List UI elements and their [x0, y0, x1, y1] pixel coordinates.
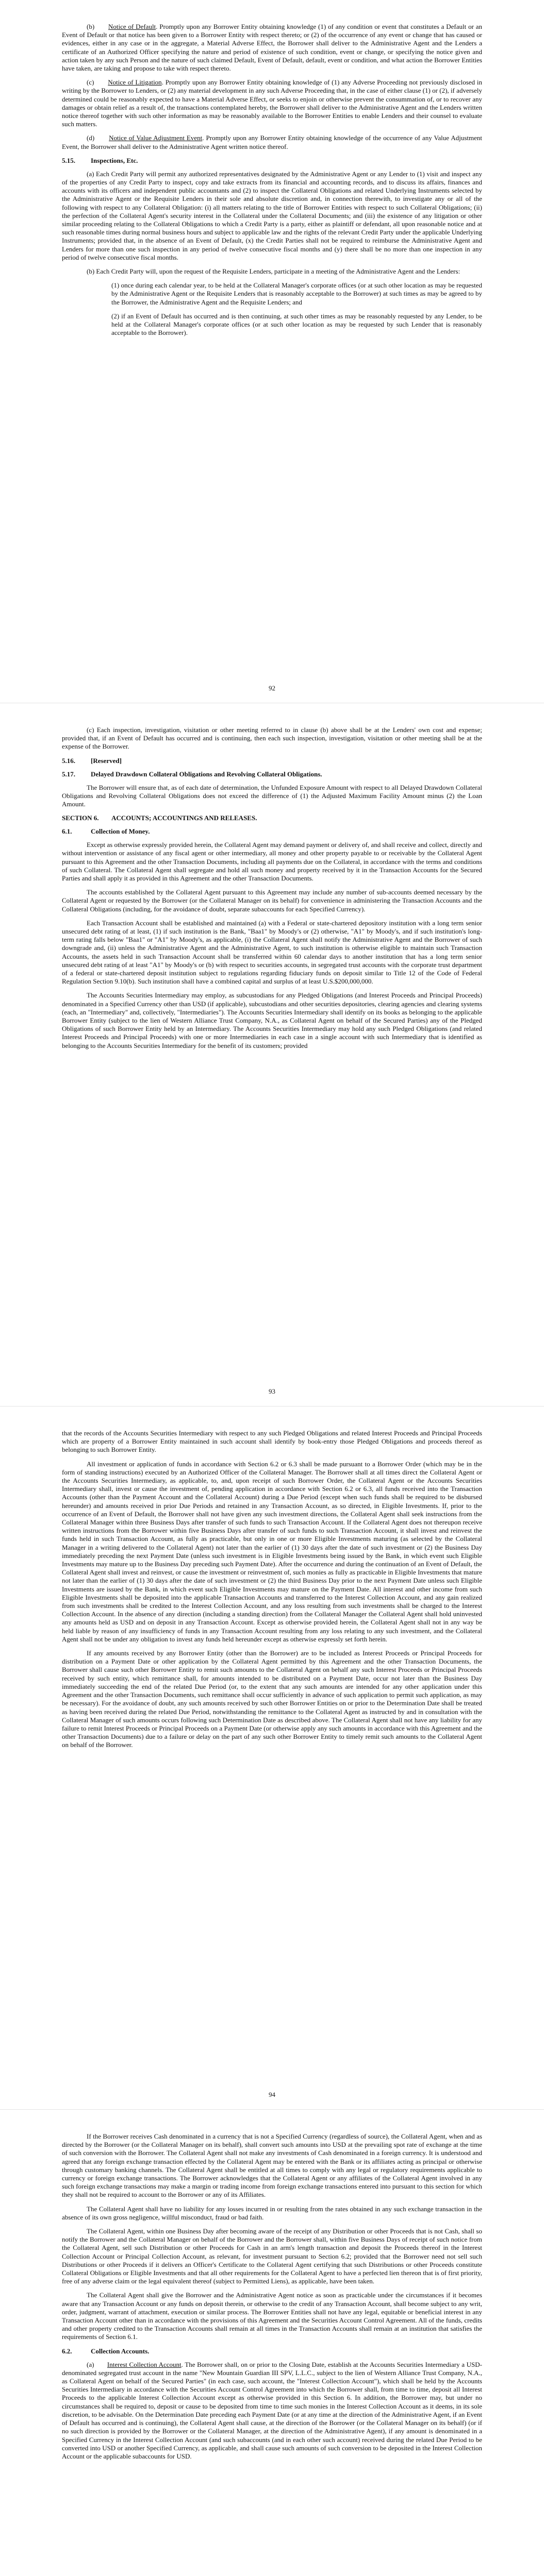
section-title: Delayed Drawdown Collateral Obligations and Revolving Collateral Obligations. [91, 770, 322, 778]
section-title: [Reserved] [91, 756, 122, 765]
investment-of-funds-paragraph: All investment or application of funds in accordance with Section 6.2 or 6.3 shall be made pursuant to a Borrower Order (which may be in the form of standing instructions) executed by an Authorized Officer of the Collateral Manager. The Borrower shall at all times direct the Collateral Agent or the Accounts Securities Intermediary, as applicable, to, and, upon receipt of such Borrower Order, the Collateral Agent or the Accounts Securities Intermediary shall, invest or cause the investment of, pending application in accordance with Section 6.2 or 6.3, all funds received into the Transaction Accounts (other than the Payment Account and the Collateral Account) during a Due Period (except when such funds shall be required to be disbursed hereunder) and amounts received in prior Due Periods and retained in any Transaction Account, as so directed, in Eligible Investments. If, prior to the occurrence of an Event of Default, the Borrower shall not have given any such investment directions, the Collateral Agent shall seek instructions from the Collateral Manager within three Business Days after transfer of such funds to such Transaction Account. If the Collateral Agent does not thereupon receive written instructions from the Borrower within five Business Days after transfer of such funds to such Transaction Account, it shall invest and reinvest the funds held in such Transaction Account, as fully as practicable, but only in one or more Eligible Investments maturing (as selected by the Collateral Manager in a writing delivered to the Collateral Agent) not later than the earlier of (1) 30 days after the date of such investment or (2) the Business Day immediately preceding the next Payment Date (unless such investment is in Eligible Investments being issued by the Bank, in which event such Eligible Investments may mature up to the Business Day preceding such Payment Date). After the occurrence and during the continuation of an Event of Default, the Collateral Agent shall invest and reinvest, or cause the investment or reinvestment of, such monies as fully as practicable in Eligible Investments that mature not later than the earlier of (1) 30 days after the date of such investment or (2) the third Business Day prior to the next Payment Date unless such Eligible Investments are issued by the Bank, in which event such Eligible Investments may mature on the Payment Date. All interest and other income from such Eligible Investments shall be deposited into the applicable Transaction Accounts and transferred to the Interest Collection Account, and any gain realized from such investments shall be credited to the Interest Collection Account, and any loss resulting from such investments shall be charged to the Interest Collection Account. In the absence of any direction (including a standing direction) from the Collateral Manager the Collateral Agent shall hold uninvested any amounts held as USD and on deposit in any Transaction Account. Except as otherwise provided herein, the Collateral Agent shall not in any way be held liable by reason of any insufficiency of funds in any Transaction Account resulting from any loss relating to any such investment, and the Collateral Agent shall not be under any obligation to invest any funds held hereunder except as otherwise expressly set forth herein. [62, 1460, 482, 1643]
section-title: ACCOUNTS; ACCOUNTINGS AND RELEASES. [111, 814, 257, 822]
section-number: 6.1. [62, 827, 72, 836]
notice-of-value-adjustment-paragraph [62, 134, 482, 150]
notice-of-default-paragraph [62, 23, 482, 73]
interest-collection-account-paragraph [62, 2361, 482, 2461]
document-page-92 [0, 0, 544, 703]
section-number: 5.17. [62, 770, 75, 778]
inspections-paragraph-b: (b) Each Credit Party will, upon the request of the Requisite Lenders, participate in a meeting of the Administrative Agent and the Lenders: [87, 267, 460, 276]
clause-label: (d) [87, 134, 95, 142]
clause-heading: Notice of Litigation [108, 78, 162, 87]
clause-body: . The Borrower shall, on or prior to the Closing Date, establish at the Accounts Securities Intermediary a USD-denominated segregated trust account in the name "New Mountain Guardian III SPV, L.L.C., subject to the lien of Western Alliance Trust Company, N.A., as Collateral Agent on behalf of the Secured Parties" (in each case, such account, the "Interest Collection Account"), which shall be held by the Accounts Securities Intermediary in accordance with the Securities Account Control Agreement into which the Borrower shall, from time to time, deposit all Interest Proceeds to the applicable Interest Collection Account except as otherwise provided in this Section 6. In addition, the Borrower may, but under no circumstances shall be required to, deposit or cause to be deposited from time to time such monies in the Interest Collection Account as it deems, in its sole discretion, to be advisable. On the Determination Date preceding each Payment Date (or at any time at the direction of the Administrative Agent, if an Event of Default has occurred and is continuing), the Collateral Agent shall cause, at the direction of the Borrower (or the Collateral Manager on its behalf) (or if no such direction is provided by the Borrower or the Collateral Manager, at the direction of the Administrative Agent), if any amount is denominated in a Specified Currency in the Interest Collection Account (and such subaccounts (and in each other such account) received during the related Due Period to be converted into USD or another Specified Currency, as applicable, and shall cause such amounts of such conversion to be deposited in the Interest Collection Account or the applicable subaccounts for USD. [62, 2360, 483, 2460]
section-heading-6-2 [62, 2347, 482, 2355]
clause-label: (b) [87, 23, 95, 30]
section-heading-5-16 [62, 757, 482, 765]
collection-of-money-paragraph-4: The Accounts Securities Intermediary may employ, as subcustodians for any Pledged Obligations (and Interest Proceeds and Principal Proceeds) denominated in a Specified Currency other than USD (if applicable), subcustodians and other securities depositories, clearing agencies and clearing systems (each, an "Intermediary" and, collectively, "Intermediaries"). The Accounts Securities Intermediary shall identify on its books as belonging to the applicable Borrower Entity (subject to the lien of Western Alliance Trust Company, N.A., as Collateral Agent on behalf of the Secured Parties) any of the Pledged Obligations of such Borrower Entity held by an Intermediary. The Accounts Securities Intermediary may hold any such Pledged Obligations (and related Interest Proceeds and Principal Proceeds) with one or more Intermediaries in each case in a single account with such Intermediary that is identified as belonging to the Accounts Securities Intermediary for the benefit of its customers; provided [62, 991, 482, 1049]
clause-heading: Notice of Value Adjustment Event [109, 134, 203, 142]
clause-label: (c) [87, 78, 94, 87]
section-title: Inspections, Etc. [91, 156, 138, 164]
delayed-drawdown-paragraph: The Borrower will ensure that, as of each date of determination, the Unfunded Exposure Amount with respect to all Delayed Drawdown Collateral Obligations and Revolving Collateral Obligations does not exceed the difference of (1) the Adjusted Maximum Facility Amount minus (2) the Loan Amount. [62, 783, 482, 808]
section-number: 5.16. [62, 756, 75, 765]
exchange-liability-paragraph: The Collateral Agent shall have no liability for any losses incurred in or resulting from the rates obtained in any such exchange transaction in the absence of its own gross negligence, willful misconduct, fraud or bad faith. [62, 2205, 482, 2221]
clause-body: . Promptly upon any Borrower Entity obtaining knowledge (1) of any condition or event that constitutes a Default or an Event of Default or that notice has been given to a Borrower Entity with respect thereto; or (2) of the occurrence of any event or change that has caused or evidences, either in any case or in the aggregate, a Material Adverse Effect, the Borrower shall deliver to the Administrative Agent and the Lenders a certificate of an Authorized Officer specifying the nature and period of existence of such condition, event or change, or specifying the notice given and action taken by any such Person and the nature of such claimed Default, Event of Default, default, event or condition, and what action the Borrower Entities have taken, are taking and propose to take with respect thereto. [62, 23, 483, 73]
page-number: 94 [269, 2091, 275, 2098]
section-number: SECTION 6. [62, 814, 99, 822]
collection-of-money-paragraph-3: Each Transaction Account shall be established and maintained (a) with a Federal or state-chartered depository institution with a long term senior unsecured debt rating of at least, (1) if such institution is the Bank, "Baa1" by Moody's or (2) otherwise, "A1" by Moody's, and if such institution's long-term rating falls below "Baa1" or "A1" by Moody's, as applicable, (i) the Collateral Agent shall notify the Administrative Agent and the Borrower of such downgrade and, (ii) unless the Administrative Agent and the Administrative Agent, to such institution is otherwise eligible to maintain such Transaction Accounts, the assets held in such Transaction Account shall be transferred within 60 calendar days to another institution that has a long term senior unsecured debt rating of at least "A1" by Moody's or (b) with respect to securities accounts, in segregated trust accounts with the corporate trust department of a federal or state-chartered deposit institution subject to regulations regarding fiduciary funds on deposit similar to Title 12 of the Code of Federal Regulation Section 9.10(b). Such institution shall have a combined capital and surplus of at least U.S.$200,000,000. [62, 919, 482, 986]
section-heading-5-17 [62, 770, 482, 778]
non-cash-proceeds-paragraph: The Collateral Agent, within one Business Day after becoming aware of the receipt of any Distribution or other Proceeds that is not Cash, shall so notify the Borrower and the Collateral Manager on behalf of the Borrower and the Borrower shall, within five Business Days of receipt of such notice from the Collateral Agent, sell such Distribution or other Proceeds for Cash in an arm's length transaction and deposit the Proceeds thereof in the Interest Collection Account or Principal Collection Account, as relevant, for investment pursuant to Section 6.2; provided that the Borrower need not sell such Distributions or other Proceeds if it delivers an Officer's Certificate to the Collateral Agent certifying that such Distributions or other Proceeds constitute Collateral Obligations or Eligible Investments and that all other requirements for the Collateral Agent to have a perfected lien thereon that is of first priority, free of any adverse claim or the legal equivalent thereof (subject to Permitted Liens), as applicable, have been taken. [62, 2227, 482, 2285]
intermediary-records-paragraph: that the records of the Accounts Securities Intermediary with respect to any such Pledged Obligations and related Interest Proceeds and Principal Proceeds which are property of a Borrower Entity maintained in such account shall identify by book-entry those Pledged Obligations and proceeds thereof as belonging to such Borrower Entity. [62, 1429, 482, 1454]
section-title: Collection Accounts. [91, 2347, 150, 2355]
page-number: 93 [269, 1387, 275, 1395]
notice-of-litigation-paragraph [62, 78, 482, 128]
section-number: 5.15. [62, 156, 75, 164]
document-page-93 [0, 703, 544, 1406]
document-page-94 [0, 1406, 544, 2110]
inspections-paragraph-a: (a) Each Credit Party will permit any authorized representatives designated by the Administrative Agent or any Lender to (1) visit and inspect any of the properties of any Credit Party to inspect, copy and take extracts from its financial and accounting records, and to discuss its affairs, finances and accounts with its officers and independent public accountants and (2) to inspect the Collateral Obligations and related Underlying Instruments selected by the Administrative Agent or the Requisite Lenders in their sole and absolute discretion and, in connection therewith, to investigate any or all of the following with respect to any Collateral Obligation: (i) all matters relating to the title of Borrower Entities with respect to such Collateral Obligations; (ii) the perfection of the Collateral Agent's security interest in the Collateral under the Collateral Documents; and (iii) the existence of any litigation or other similar proceeding relating to the Collateral Obligations to which a Credit Party is a party, either as plaintiff or defendant, all upon reasonable notice and at such reasonable times during normal business hours and subject to applicable law and the rights of the relevant Credit Party under the applicable Underlying Instruments; provided that, in the absence of an Event of Default, (x) the Credit Parties shall not be required to reimburse the Administrative Agent and Lenders for more than one such inspection in any period of twelve consecutive fiscal months and (y) there shall be no more than one inspection in any period of twelve consecutive fiscal months. [62, 170, 482, 261]
section-heading-6-1 [62, 827, 482, 836]
clause-heading: Interest Collection Account [107, 2360, 182, 2368]
remittance-paragraph: If any amounts received by any Borrower Entity (other than the Borrower) are to be included as Interest Proceeds or Principal Proceeds for distribution on a Payment Date or other application by the Collateral Agent permitted by this Agreement and the other Transaction Documents, the Borrower shall cause such other Borrower Entity to remit such amounts to the Collateral Agent on behalf any such Interest Proceeds or Principal Proceeds received by such entity, which remittance shall, for amounts intended to be distributed on a Payment Date, occur not later than the Business Day immediately succeeding the end of the related Due Period (or, to the extent that any such amounts are intended for any other application under this Agreement and the other Transaction Documents, such remittance shall occur sufficiently in advance of such application to permit such application, as may be necessary). For the avoidance of doubt, any such amounts received by such other Borrower Entities on or prior to the Determination Date shall be treated as having been received during the related Due Period, notwithstanding the remittance to the Collateral Agent as instructed by and in consultation with the Collateral Manager of such amounts occurs following such Determination Date as described above. The Collateral Agent shall not have any liability for any failure to remit Interest Proceeds or Principal Proceeds on a Payment Date (or otherwise apply any such amounts in accordance with this Agreement and the other Transaction Documents) due to a failure or delay on the part of any such other Borrower Entity to timely remit such amounts to the Collateral Agent on behalf of the Borrower. [62, 1649, 482, 1749]
inspections-item-2: (2) if an Event of Default has occurred and is then continuing, at such other times as may be reasonably requested by any Lender, to be held at the Collateral Manager's corporate offices (or at such other location as may be requested by such Lender that is reasonably acceptable to the Borrower). [111, 312, 482, 337]
currency-conversion-paragraph: If the Borrower receives Cash denominated in a currency that is not a Specified Currency (regardless of source), the Collateral Agent, when and as directed by the Borrower (or the Collateral Manager on its behalf), shall convert such amounts into USD at the prevailing spot rate of exchange at the time of such conversion with the Borrower. The Collateral Agent shall not make any investments of Cash denominated in a foreign currency. It is understood and agreed that any foreign exchange transaction effected by the Collateral Agent may be entered with the Bank or its affiliates acting as principal or otherwise through customary banking channels. The Collateral Agent shall be entitled at all times to comply with any legal or regulatory requirements applicable to currency or foreign exchange transactions. The Borrower acknowledges that the Collateral Agent or any affiliates of the Collateral Agent involved in any such foreign exchange transactions may make a margin or trading income from foreign exchange transactions entered into pursuant to this section for which they shall not be required to account to the Borrower or any of its Affiliates. [62, 2132, 482, 2199]
section-heading-6 [62, 814, 482, 822]
section-number: 6.2. [62, 2347, 72, 2355]
section-heading-5-15 [62, 157, 482, 165]
clause-label: (a) [87, 2360, 94, 2368]
document-page-95 [0, 2110, 544, 2576]
account-notice-paragraph: The Collateral Agent shall give the Borrower and the Administrative Agent notice as soon as practicable under the circumstances if it becomes aware that any Transaction Account or any funds on deposit therein, or otherwise to the credit of any Transaction Account, shall become subject to any writ, order, judgment, warrant of attachment, execution or similar process. The Borrower Entities shall not have any legal, equitable or beneficial interest in any Transaction Account other than in accordance with the provisions of this Agreement and the Securities Account Control Agreement. All of the funds, credits and other property credited to the Transaction Accounts shall remain at all times in the Transaction Accounts shall remain at an institution that satisfies the requirements of Section 6.1. [62, 2291, 482, 2341]
clause-body: . Promptly upon any Borrower Entity obtaining knowledge of (1) any Adverse Proceeding not previously disclosed in writing by the Borrower to Lenders, or (2) any material development in any such Adverse Proceeding that, in the case of either clause (1) or (2), if adversely determined could be reasonably expected to have a Material Adverse Effect, or seeks to enjoin or otherwise prevent the consummation of, or to recover any damages or obtain relief as a result of, the transactions contemplated hereby, the Borrower shall deliver to the Administrative Agent and the Lenders written notice thereof together with such other information as may be reasonably available to the Borrower Entities to enable Lenders and their counsel to evaluate such matters. [62, 78, 482, 128]
inspections-paragraph-c: (c) Each inspection, investigation, visitation or other meeting referred to in clause (b) above shall be at the Lenders' own cost and expense; provided that, if an Event of Default has occurred and is continuing, then each such inspection, investigation, visitation or other meeting shall be at the expense of the Borrower. [62, 726, 482, 751]
page-number: 92 [269, 684, 275, 692]
clause-body: . Promptly upon any Borrower Entity obtaining knowledge of the occurrence of any Value Adjustment Event, the Borrower shall deliver to the Administrative Agent written notice thereof. [62, 134, 482, 150]
collection-of-money-paragraph-2: The accounts established by the Collateral Agent pursuant to this Agreement may include any number of sub-accounts deemed necessary by the Collateral Agent or requested by the Borrower (or the Collateral Manager on its behalf) for convenience in administering the Transaction Accounts and the Collateral Obligations (including, for the avoidance of doubt, separate subaccounts for each Specified Currency). [62, 888, 482, 913]
section-title: Collection of Money. [91, 827, 150, 836]
inspections-item-1: (1) once during each calendar year, to be held at the Collateral Manager's corporate offices (or at such other location as may be requested by the Administrative Agent or the Requisite Lenders that is reasonably acceptable to the Borrower) at such times as may be agreed to by the Borrower, the Administrative Agent and the Requisite Lenders; and [111, 281, 482, 306]
collection-of-money-paragraph-1: Except as otherwise expressly provided herein, the Collateral Agent may demand payment or delivery of, and shall receive and collect, directly and without intervention or assistance of any fiscal agent or other intermediary, all money and other property payable to or receivable by the Collateral Agent pursuant to this Agreement and the other Transaction Documents, including all payments due on the Collateral, in accordance with the terms and conditions of such Collateral. The Collateral Agent shall segregate and hold all such money and property received by it in the Transaction Accounts for the Secured Parties and shall apply it as provided in this Agreement and the other Transaction Documents. [62, 841, 482, 883]
clause-heading: Notice of Default [108, 23, 156, 30]
